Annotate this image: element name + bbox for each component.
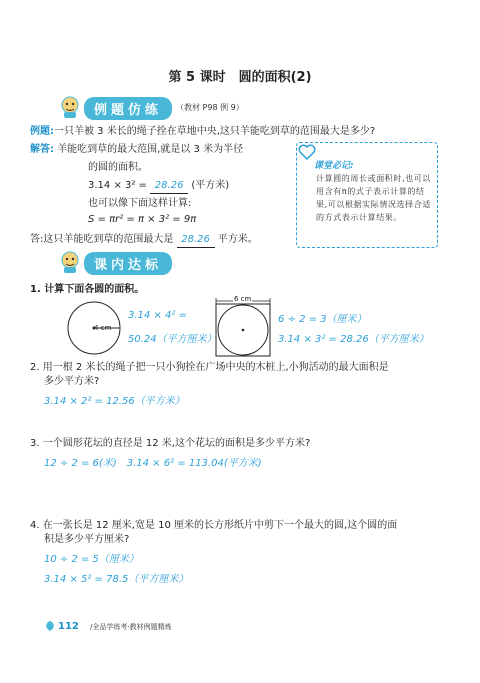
memo-title: 课堂必记:: [314, 161, 354, 171]
footer-text: /全品学练考·教材例题精炼: [90, 623, 172, 631]
section-example-label: 例题仿练: [84, 97, 172, 120]
mascot-icon: [58, 95, 82, 119]
q4-line1: 4. 在一张长是 12 厘米,宽是 10 厘米的长方形纸片中剪下一个最大的圆,这个圆的面: [30, 520, 398, 531]
section-practice-label: 课内达标: [84, 252, 172, 275]
q4-line2: 积是多少平方厘米?: [44, 534, 130, 545]
final-answer-unit: 平方米。: [217, 234, 258, 245]
question-label: 例题:: [30, 126, 54, 137]
section-example-note: （教材 P98 例 9）: [176, 103, 244, 112]
calc-line: [88, 178, 229, 194]
q2-line1: 2. 用一根 2 米长的绳子把一只小狗拴在广场中央的木桩上,小狗活动的最大面积是: [30, 362, 389, 373]
q4-answer2: 3.14 × 5² = 78.5（平方厘米）: [44, 574, 189, 585]
memo-text: 计算圆的周长或面积时,也可以用含有π的式子表示计算的结果,可以根据实际情况选择合适的方式表示计算结果。: [316, 174, 431, 222]
formula: S = πr² = π × 3² = 9π: [88, 214, 197, 225]
square-circle-diagram: [214, 296, 272, 358]
q3-line1: 3. 一个圆形花坛的直径是 12 米,这个花坛的面积是多少平方米?: [30, 438, 311, 449]
final-answer: [30, 232, 258, 248]
q1-circle1-line1: 3.14 × 4² =: [128, 310, 187, 321]
answer-line3: 也可以像下面这样计算:: [88, 198, 192, 209]
q2-answer: 3.14 × 2² = 12.56（平方米）: [44, 396, 185, 407]
final-answer-value: 28.26: [177, 232, 215, 248]
answer-label: 解答:: [30, 144, 54, 155]
calc-unit: (平方米): [191, 180, 230, 191]
q1-text: 1. 计算下面各圆的面积。: [30, 284, 145, 295]
q3-answer: 12 ÷ 2 = 6(米) 3.14 × 6² = 113.04(平方米): [44, 458, 262, 469]
example-question: [30, 124, 375, 139]
q1-circle1-line2: 50.24（平方厘米）: [128, 334, 217, 345]
leaf-icon: [44, 620, 56, 632]
final-answer-text: 答:这只羊能吃到草的范围最大是: [30, 234, 174, 245]
q1-circle2-line2: 3.14 × 3² = 28.26（平方厘米）: [278, 334, 429, 345]
q4-answer1: 10 ÷ 2 = 5（厘米）: [44, 554, 139, 565]
page-title: 第 5 课时 圆的面积(2): [168, 70, 312, 85]
q2-line2: 多少平方米?: [44, 376, 100, 387]
question-text: 一只羊被 3 米长的绳子拴在草地中央,这只羊能吃到草的范围最大是多少?: [54, 126, 376, 137]
calc-expression: 3.14 × 3² =: [88, 180, 147, 191]
page-number: 112: [58, 621, 79, 632]
mascot-icon-2: [58, 250, 82, 274]
q1-circle2-line1: 6 ÷ 2 = 3（厘米）: [278, 314, 367, 325]
circle1-radius-label: 4 cm: [94, 324, 112, 332]
square-side-label: 6 cm: [234, 295, 252, 303]
calc-answer: 28.26: [150, 178, 188, 194]
answer-line1-text: 羊能吃到草的最大范围,就是以 3 米为半径: [57, 144, 244, 155]
answer-line1: [30, 142, 243, 157]
answer-line2: 的圆的面积。: [88, 162, 148, 173]
